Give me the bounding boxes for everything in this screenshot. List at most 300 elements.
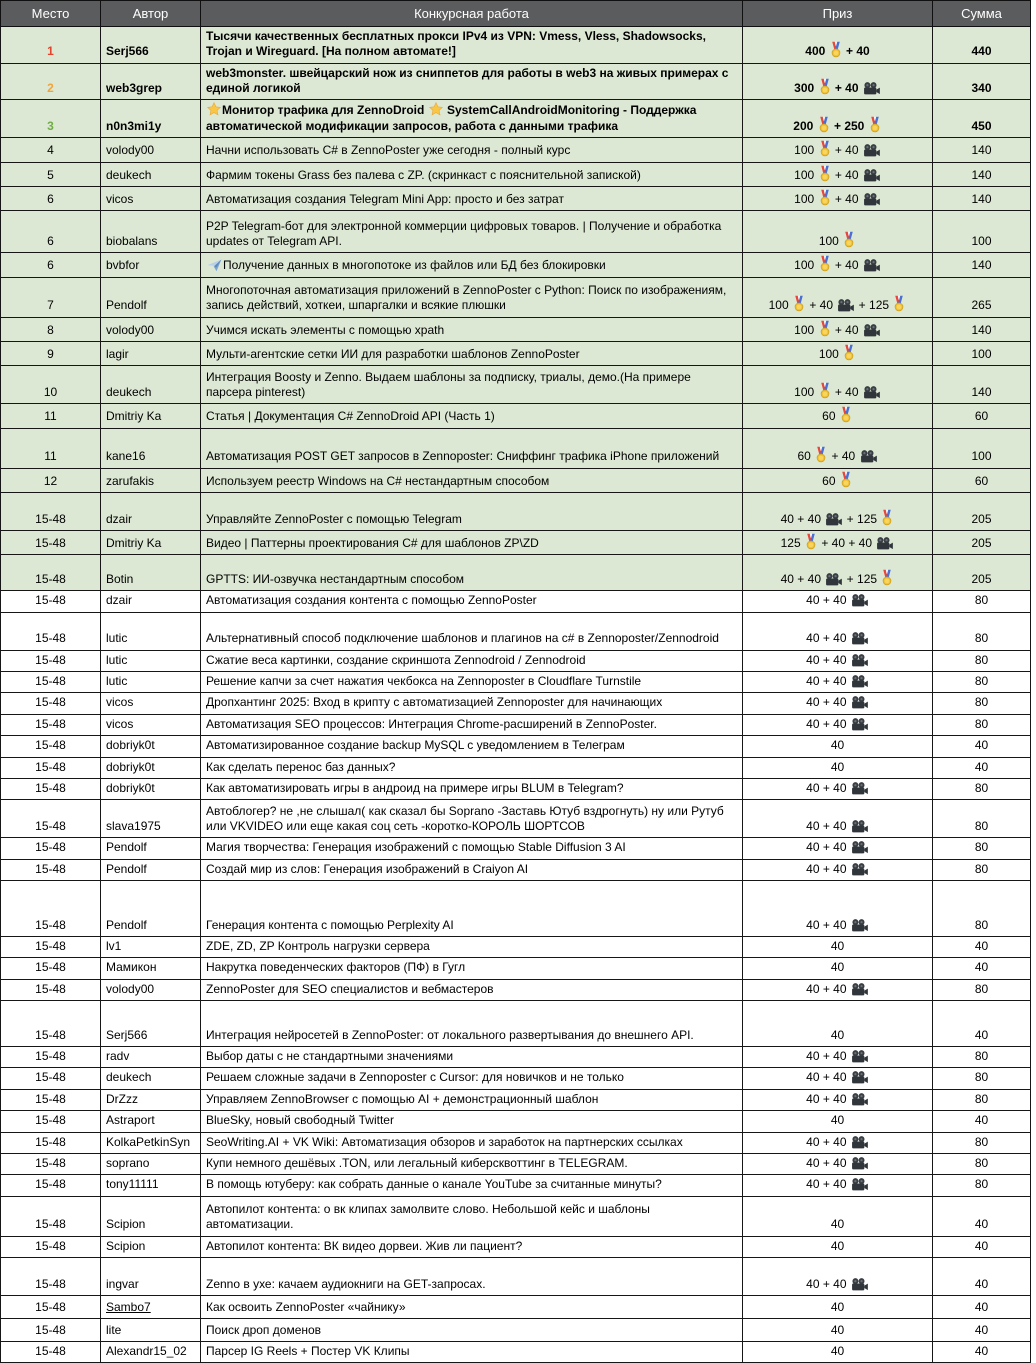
cell-sum[interactable]: 80	[933, 1047, 1031, 1068]
sports-medal-icon	[805, 533, 817, 550]
cell-sum[interactable]: 140	[933, 138, 1031, 162]
cell-sum[interactable]: 100	[933, 428, 1031, 468]
cell-prize[interactable]: 40 + 40	[743, 778, 933, 799]
cell-author[interactable]: bvbfor	[101, 253, 201, 277]
cell-work-title[interactable]: Магия творчества: Генерация изображений с помощью Stable Diffusion 3 AI	[201, 838, 743, 859]
movie-camera-icon	[863, 169, 880, 182]
cell-prize[interactable]: 40	[743, 1295, 933, 1318]
table-row	[1, 778, 1031, 799]
table-row	[1, 1153, 1031, 1174]
sports-medal-icon	[869, 116, 881, 133]
cell-prize[interactable]: 40 + 40	[743, 591, 933, 612]
cell-sum[interactable]: 100	[933, 341, 1031, 365]
cell-place[interactable]: 15-48	[1, 800, 101, 838]
cell-work-title[interactable]: web3monster. швейцарский нож из сниппетов для работы в web3 на живых примерах с единой логикой	[201, 63, 743, 100]
cell-prize[interactable]: 40 + 40	[743, 1089, 933, 1110]
star-icon	[429, 102, 443, 116]
cell-prize[interactable]: 100 + 40 + 125	[743, 277, 933, 317]
cell-sum[interactable]: 60	[933, 404, 1031, 428]
sports-medal-icon	[830, 41, 842, 58]
cell-work-title[interactable]: Выбор даты с не стандартными значениями	[201, 1047, 743, 1068]
cell-prize[interactable]: 100 + 40	[743, 162, 933, 186]
cell-author[interactable]: soprano	[101, 1153, 201, 1174]
cell-prize[interactable]: 40	[743, 757, 933, 778]
cell-place[interactable]: 5	[1, 162, 101, 186]
cell-author[interactable]: slava1975	[101, 800, 201, 838]
cell-sum[interactable]: 80	[933, 1175, 1031, 1196]
table-row	[1, 800, 1031, 838]
table-row	[1, 366, 1031, 404]
cell-place[interactable]: 15-48	[1, 1153, 101, 1174]
movie-camera-icon	[851, 594, 868, 607]
cell-prize[interactable]: 100	[743, 341, 933, 365]
cell-author[interactable]: vicos	[101, 186, 201, 210]
cell-sum[interactable]: 140	[933, 317, 1031, 341]
table-row	[1, 27, 1031, 64]
cell-author[interactable]: lutic	[101, 672, 201, 693]
cell-sum[interactable]: 80	[933, 880, 1031, 936]
col-header-prize: Приз	[743, 1, 933, 27]
cell-place[interactable]: 15-48	[1, 714, 101, 735]
cell-sum[interactable]: 60	[933, 468, 1031, 492]
cell-work-title[interactable]: В помощь ютуберу: как собрать данные о канале YouTube за считанные минуты?	[201, 1175, 743, 1196]
cell-sum[interactable]: 40	[933, 1001, 1031, 1047]
cell-sum[interactable]: 440	[933, 27, 1031, 64]
cell-author[interactable]: Pendolf	[101, 859, 201, 880]
cell-place[interactable]: 15-48	[1, 1132, 101, 1153]
cell-sum[interactable]: 40	[933, 757, 1031, 778]
table-row	[1, 468, 1031, 492]
cell-place[interactable]: 3	[1, 100, 101, 138]
cell-prize[interactable]: 100 + 40	[743, 138, 933, 162]
cell-prize[interactable]: 40	[743, 1111, 933, 1132]
cell-place[interactable]: 15-48	[1, 1318, 101, 1341]
cell-author[interactable]: volody00	[101, 979, 201, 1000]
table-row	[1, 1001, 1031, 1047]
cell-work-title[interactable]: Парсер IG Reels + Постер VK Клипы	[201, 1341, 743, 1362]
cell-sum[interactable]: 80	[933, 778, 1031, 799]
sports-medal-icon	[815, 446, 827, 463]
cell-work-title[interactable]: Многопоточная автоматизация приложений в ZennoPoster с Python: Поиск по изображениям, запись действий, хоткеи, шпаргалки и всякие плюшки	[201, 277, 743, 317]
cell-author[interactable]: lite	[101, 1318, 201, 1341]
cell-sum[interactable]: 80	[933, 1068, 1031, 1089]
cell-sum[interactable]: 450	[933, 100, 1031, 138]
cell-place[interactable]: 15-48	[1, 672, 101, 693]
table-row	[1, 650, 1031, 671]
cell-sum[interactable]: 80	[933, 650, 1031, 671]
cell-sum[interactable]: 100	[933, 211, 1031, 253]
cell-prize[interactable]: 40 + 40	[743, 1175, 933, 1196]
cell-prize[interactable]: 60 + 40	[743, 428, 933, 468]
cell-sum[interactable]: 80	[933, 979, 1031, 1000]
movie-camera-icon	[876, 537, 893, 550]
cell-work-title[interactable]: Фармим токены Grass без палева с ZP. (скринкаст с пояснительной запиской)	[201, 162, 743, 186]
cell-place[interactable]: 15-48	[1, 1295, 101, 1318]
sports-medal-icon	[840, 406, 852, 423]
table-row	[1, 736, 1031, 757]
cell-work-title[interactable]: Альтернативный способ подключение шаблонов и плагинов на c# в Zennoposter/Zennodroid	[201, 612, 743, 650]
cell-work-title[interactable]: Монитор трафика для ZennoDroid SystemCallAndroidMonitoring - Поддержка автоматической модификации запросов, работа с данными трафика	[201, 100, 743, 138]
cell-place[interactable]: 15-48	[1, 612, 101, 650]
cell-sum[interactable]: 80	[933, 591, 1031, 612]
table-row	[1, 1111, 1031, 1132]
cell-work-title[interactable]: Сжатие веса картинки, создание скриншота Zennodroid / Zennodroid	[201, 650, 743, 671]
cell-prize[interactable]: 60	[743, 404, 933, 428]
cell-author[interactable]: dobriyk0t	[101, 778, 201, 799]
cell-prize[interactable]: 40 + 40 + 125	[743, 555, 933, 591]
cell-prize[interactable]: 40 + 40	[743, 838, 933, 859]
cell-sum[interactable]: 40	[933, 936, 1031, 957]
movie-camera-icon	[851, 1071, 868, 1084]
cell-prize[interactable]: 40	[743, 1236, 933, 1257]
cell-place[interactable]: 4	[1, 138, 101, 162]
cell-sum[interactable]: 40	[933, 1257, 1031, 1295]
cell-work-title[interactable]: Мульти-агентские сетки ИИ для разработки шаблонов ZennoPoster	[201, 341, 743, 365]
cell-sum[interactable]: 40	[933, 1318, 1031, 1341]
cell-place[interactable]: 15-48	[1, 1047, 101, 1068]
cell-work-title[interactable]: ZennoPoster для SEO специалистов и вебмастеров	[201, 979, 743, 1000]
movie-camera-icon	[851, 632, 868, 645]
cell-author[interactable]: Serj566	[101, 27, 201, 64]
cell-author[interactable]: Alexandr15_02	[101, 1341, 201, 1362]
cell-prize[interactable]: 200 + 250	[743, 100, 933, 138]
cell-sum[interactable]: 205	[933, 531, 1031, 555]
cell-prize[interactable]: 40	[743, 1318, 933, 1341]
cell-prize[interactable]: 100 + 40	[743, 317, 933, 341]
cell-prize[interactable]: 40 + 40	[743, 714, 933, 735]
cell-prize[interactable]: 40 + 40	[743, 880, 933, 936]
cell-sum[interactable]: 80	[933, 1132, 1031, 1153]
table-row	[1, 1089, 1031, 1110]
cell-prize[interactable]: 100	[743, 211, 933, 253]
sports-medal-icon	[819, 78, 831, 95]
table-row	[1, 757, 1031, 778]
cell-work-title[interactable]: Автоматизация POST GET запросов в Zennoposter: Сниффинг трафика iPhone приложений	[201, 428, 743, 468]
cell-place[interactable]: 9	[1, 341, 101, 365]
cell-work-title[interactable]: Zenno в ухе: качаем аудиокниги на GET-запросах.	[201, 1257, 743, 1295]
cell-place[interactable]: 15-48	[1, 650, 101, 671]
cell-prize[interactable]: 100 + 40	[743, 366, 933, 404]
cell-place[interactable]: 15-48	[1, 979, 101, 1000]
table-row	[1, 162, 1031, 186]
cell-author[interactable]: lutic	[101, 612, 201, 650]
movie-camera-icon	[851, 863, 868, 876]
cell-sum[interactable]: 140	[933, 366, 1031, 404]
cell-work-title[interactable]: P2P Telegram-бот для электронной коммерции цифровых товаров. | Получение и обработка updates от Telegram API.	[201, 211, 743, 253]
cell-author[interactable]: lv1	[101, 936, 201, 957]
cell-sum[interactable]: 140	[933, 186, 1031, 210]
cell-place[interactable]: 15-48	[1, 1001, 101, 1047]
cell-sum[interactable]: 40	[933, 1236, 1031, 1257]
cell-place[interactable]: 15-48	[1, 736, 101, 757]
cell-prize[interactable]: 40 + 40	[743, 693, 933, 714]
cell-author[interactable]	[101, 1295, 201, 1318]
cell-author[interactable]: dobriyk0t	[101, 736, 201, 757]
cell-prize[interactable]: 40	[743, 1341, 933, 1362]
table-row	[1, 531, 1031, 555]
cell-place[interactable]: 7	[1, 277, 101, 317]
cell-place[interactable]: 15-48	[1, 757, 101, 778]
table-row	[1, 1318, 1031, 1341]
cell-work-title[interactable]: Как освоить ZennoPoster «чайнику»	[201, 1295, 743, 1318]
cell-author[interactable]: Pendolf	[101, 838, 201, 859]
table-header	[1, 1, 1031, 27]
cell-work-title[interactable]: GPTTS: ИИ-озвучка нестандартным способом	[201, 555, 743, 591]
cell-work-title[interactable]: Автоматизация создания Telegram Mini App: просто и без затрат	[201, 186, 743, 210]
cell-author[interactable]: deukech	[101, 366, 201, 404]
cell-author[interactable]: dzair	[101, 493, 201, 531]
cell-author[interactable]: DrZzz	[101, 1089, 201, 1110]
cell-author[interactable]: Scipion	[101, 1236, 201, 1257]
cell-sum[interactable]: 80	[933, 693, 1031, 714]
movie-camera-icon	[851, 919, 868, 932]
cell-place[interactable]: 15-48	[1, 591, 101, 612]
cell-work-title[interactable]: Купи немного дешёвых .TON, или легальный киберсквоттинг в TELEGRAM.	[201, 1153, 743, 1174]
cell-place[interactable]: 1	[1, 27, 101, 64]
cell-author[interactable]: radv	[101, 1047, 201, 1068]
cell-work-title[interactable]: Видео | Паттерны проектирования C# для шаблонов ZP\ZD	[201, 531, 743, 555]
cell-sum[interactable]: 80	[933, 672, 1031, 693]
cell-work-title[interactable]: Как автоматизировать игры в андроид на примере игры BLUM в Telegram?	[201, 778, 743, 799]
cell-place[interactable]: 6	[1, 211, 101, 253]
cell-author[interactable]: vicos	[101, 714, 201, 735]
cell-author[interactable]: kane16	[101, 428, 201, 468]
cell-sum[interactable]: 80	[933, 1089, 1031, 1110]
cell-place[interactable]: 15-48	[1, 1068, 101, 1089]
cell-author[interactable]: biobalans	[101, 211, 201, 253]
cell-work-title[interactable]: SeoWriting.AI + VK Wiki: Автоматизация обзоров и заработок на партнерских ссылках	[201, 1132, 743, 1153]
cell-author[interactable]: n0n3mi1y	[101, 100, 201, 138]
cell-author[interactable]: Pendolf	[101, 880, 201, 936]
cell-prize[interactable]: 40 + 40	[743, 1047, 933, 1068]
cell-sum[interactable]: 40	[933, 1196, 1031, 1236]
cell-prize[interactable]: 40 + 40	[743, 979, 933, 1000]
table-row	[1, 253, 1031, 277]
table-row	[1, 100, 1031, 138]
sports-medal-icon	[840, 471, 852, 488]
cell-prize[interactable]: 40 + 40	[743, 1257, 933, 1295]
cell-place[interactable]: 15-48	[1, 838, 101, 859]
cell-sum[interactable]: 205	[933, 493, 1031, 531]
cell-place[interactable]: 15-48	[1, 531, 101, 555]
cell-place[interactable]: 15-48	[1, 859, 101, 880]
cell-work-title[interactable]: Автопилот контента: ВК видео дорвеи. Жив ли пациент?	[201, 1236, 743, 1257]
cell-author[interactable]: vicos	[101, 693, 201, 714]
cell-sum[interactable]: 40	[933, 1111, 1031, 1132]
cell-sum[interactable]: 80	[933, 1153, 1031, 1174]
cell-prize[interactable]: 40 + 40	[743, 1132, 933, 1153]
cell-author[interactable]: web3grep	[101, 63, 201, 100]
cell-prize[interactable]: 100 + 40	[743, 186, 933, 210]
cell-prize[interactable]: 60	[743, 468, 933, 492]
cell-prize[interactable]: 100 + 40	[743, 253, 933, 277]
table-row	[1, 186, 1031, 210]
cell-work-title[interactable]: Генерация контента с помощью Perplexity AI	[201, 880, 743, 936]
movie-camera-icon	[851, 1093, 868, 1106]
cell-place[interactable]: 11	[1, 404, 101, 428]
cell-prize[interactable]: 40	[743, 936, 933, 957]
cell-work-title[interactable]: Автопилот контента: о вк клипах замолвите слово. Небольшой кейс и шаблоны автоматизации.	[201, 1196, 743, 1236]
cell-place[interactable]: 15-48	[1, 936, 101, 957]
movie-camera-icon	[851, 718, 868, 731]
cell-author[interactable]: Serj566	[101, 1001, 201, 1047]
cell-author[interactable]: lutic	[101, 650, 201, 671]
cell-work-title[interactable]: ZDE, ZD, ZP Контроль нагрузки сервера	[201, 936, 743, 957]
cell-work-title[interactable]: BlueSky, новый свободный Twitter	[201, 1111, 743, 1132]
table-row	[1, 277, 1031, 317]
cell-sum[interactable]: 40	[933, 736, 1031, 757]
cell-work-title[interactable]: Статья | Документация C# ZennoDroid API (Часть 1)	[201, 404, 743, 428]
cell-place[interactable]: 12	[1, 468, 101, 492]
cell-author[interactable]: dobriyk0t	[101, 757, 201, 778]
cell-work-title[interactable]: Получение данных в многопотоке из файлов или БД без блокировки	[201, 253, 743, 277]
cell-author[interactable]: Astraport	[101, 1111, 201, 1132]
cell-prize[interactable]: 40 + 40	[743, 650, 933, 671]
cell-place[interactable]: 15-48	[1, 958, 101, 979]
table-row	[1, 1175, 1031, 1196]
cell-author[interactable]: deukech	[101, 1068, 201, 1089]
cell-prize[interactable]: 40 + 40	[743, 859, 933, 880]
cell-sum[interactable]: 140	[933, 253, 1031, 277]
cell-place[interactable]: 15-48	[1, 880, 101, 936]
cell-prize[interactable]: 40	[743, 958, 933, 979]
cell-author[interactable]: dzair	[101, 591, 201, 612]
cell-author[interactable]: volody00	[101, 317, 201, 341]
cell-prize[interactable]: 40	[743, 736, 933, 757]
cell-work-title[interactable]: Накрутка поведенческих факторов (ПФ) в Гугл	[201, 958, 743, 979]
table-row	[1, 1257, 1031, 1295]
cell-place[interactable]: 15-48	[1, 778, 101, 799]
cell-place[interactable]: 15-48	[1, 555, 101, 591]
table-row	[1, 979, 1031, 1000]
cell-sum[interactable]: 140	[933, 162, 1031, 186]
movie-camera-icon	[851, 1278, 868, 1291]
cell-prize[interactable]: 40	[743, 1001, 933, 1047]
cell-work-title[interactable]: Автоматизация SEO процессов: Интеграция Chrome-расширений в ZennoPoster.	[201, 714, 743, 735]
movie-camera-icon	[851, 1136, 868, 1149]
movie-camera-icon	[851, 820, 868, 833]
cell-work-title[interactable]: Дропхантинг 2025: Вход в крипту с автоматизацией Zennoposter для начинающих	[201, 693, 743, 714]
cell-work-title[interactable]: Интеграция Boosty и Zenno. Выдаем шаблоны за подписку, триалы, демо.(На примере парсера pinterest)	[201, 366, 743, 404]
cell-work-title[interactable]: Начни использовать C# в ZennoPoster уже сегодня - полный курс	[201, 138, 743, 162]
cell-author[interactable]: Pendolf	[101, 277, 201, 317]
cell-author[interactable]: ingvar	[101, 1257, 201, 1295]
cell-author[interactable]: zarufakis	[101, 468, 201, 492]
cell-prize[interactable]: 125 + 40 + 40	[743, 531, 933, 555]
cell-work-title[interactable]: Автоматизированное создание backup MySQL с уведомлением в Телеграм	[201, 736, 743, 757]
cell-place[interactable]: 10	[1, 366, 101, 404]
cell-prize[interactable]: 40	[743, 1196, 933, 1236]
col-header-work: Конкурсная работа	[201, 1, 743, 27]
cell-author[interactable]: volody00	[101, 138, 201, 162]
cell-place[interactable]: 15-48	[1, 1196, 101, 1236]
cell-sum[interactable]: 40	[933, 958, 1031, 979]
cell-sum[interactable]: 80	[933, 859, 1031, 880]
cell-author[interactable]: Мамикон	[101, 958, 201, 979]
cell-sum[interactable]: 40	[933, 1341, 1031, 1362]
cell-place[interactable]: 15-48	[1, 1236, 101, 1257]
cell-place[interactable]: 6	[1, 253, 101, 277]
cell-prize[interactable]: 40 + 40	[743, 612, 933, 650]
cell-work-title[interactable]: Используем реестр Windows на C# нестандартным способом	[201, 468, 743, 492]
movie-camera-icon	[851, 983, 868, 996]
cell-prize[interactable]: 40 + 40	[743, 1153, 933, 1174]
sports-medal-icon	[819, 320, 831, 337]
cell-work-title[interactable]: Решение капчи за счет нажатия чекбокса на Zennoposter в Cloudflare Turnstile	[201, 672, 743, 693]
movie-camera-icon	[825, 513, 842, 526]
cell-work-title[interactable]: Поиск дроп доменов	[201, 1318, 743, 1341]
cell-sum[interactable]: 340	[933, 63, 1031, 100]
cell-prize[interactable]: 300 + 40	[743, 63, 933, 100]
cell-sum[interactable]: 80	[933, 800, 1031, 838]
cell-work-title[interactable]: Управляем ZennoBrowser с помощью AI + демонстрационный шаблон	[201, 1089, 743, 1110]
table-row	[1, 936, 1031, 957]
cell-sum[interactable]: 205	[933, 555, 1031, 591]
cell-work-title[interactable]: Интеграция нейросетей в ZennoPoster: от локального развертывания до внешнего API.	[201, 1001, 743, 1047]
cell-sum[interactable]: 80	[933, 838, 1031, 859]
table-row	[1, 958, 1031, 979]
movie-camera-icon	[863, 259, 880, 272]
cell-place[interactable]: 2	[1, 63, 101, 100]
cell-place[interactable]: 15-48	[1, 493, 101, 531]
cell-work-title[interactable]: Учимся искать элементы с помощью xpath	[201, 317, 743, 341]
cell-prize[interactable]: 40 + 40 + 125	[743, 493, 933, 531]
cell-sum[interactable]: 265	[933, 277, 1031, 317]
cell-work-title[interactable]: Тысячи качественных бесплатных прокси IPv4 из VPN: Vmess, Vless, Shadowsocks, Trojan и Wireguard. [На полном автомате!]	[201, 27, 743, 64]
airplane-icon	[207, 259, 222, 272]
cell-place[interactable]: 15-48	[1, 1111, 101, 1132]
cell-sum[interactable]: 40	[933, 1295, 1031, 1318]
cell-sum[interactable]: 80	[933, 612, 1031, 650]
cell-prize[interactable]: 40 + 40	[743, 800, 933, 838]
cell-place[interactable]: 15-48	[1, 1089, 101, 1110]
table-row	[1, 1132, 1031, 1153]
cell-author[interactable]: Dmitriy Ka	[101, 531, 201, 555]
cell-work-title[interactable]: Решаем сложные задачи в Zennoposter с Cursor: для новичков и не только	[201, 1068, 743, 1089]
table-row	[1, 428, 1031, 468]
cell-place[interactable]: 15-48	[1, 1257, 101, 1295]
cell-author[interactable]: Scipion	[101, 1196, 201, 1236]
cell-place[interactable]: 15-48	[1, 1341, 101, 1362]
cell-author[interactable]: deukech	[101, 162, 201, 186]
cell-work-title[interactable]: Автоматизация создания контента с помощью ZennoPoster	[201, 591, 743, 612]
cell-author[interactable]: lagir	[101, 341, 201, 365]
cell-work-title[interactable]: Управляйте ZennoPoster с помощью Telegram	[201, 493, 743, 531]
cell-place[interactable]: 15-48	[1, 693, 101, 714]
author-link[interactable]: Sambo7	[106, 1299, 151, 1314]
cell-work-title[interactable]: Как сделать перенос баз данных?	[201, 757, 743, 778]
cell-work-title[interactable]: Создай мир из слов: Генерация изображений в Craiyon AI	[201, 859, 743, 880]
cell-prize[interactable]: 40 + 40	[743, 1068, 933, 1089]
cell-author[interactable]: KolkaPetkinSyn	[101, 1132, 201, 1153]
cell-sum[interactable]: 80	[933, 714, 1031, 735]
cell-prize[interactable]: 400 + 40	[743, 27, 933, 64]
cell-place[interactable]: 8	[1, 317, 101, 341]
table-row	[1, 1047, 1031, 1068]
cell-author[interactable]: Dmitriy Ka	[101, 404, 201, 428]
cell-prize[interactable]: 40 + 40	[743, 672, 933, 693]
cell-place[interactable]: 15-48	[1, 1175, 101, 1196]
cell-author[interactable]: Botin	[101, 555, 201, 591]
cell-author[interactable]: tony11111	[101, 1175, 201, 1196]
table-row	[1, 493, 1031, 531]
cell-work-title[interactable]: Автоблогер? не ,не слышал( как сказал бы Soprano -Заставь Ютуб вздрогнуть) ну или Рутуб или VKVIDEO или еще какая соц сеть -коротко-КОРОЛЬ ШОРТСОВ	[201, 800, 743, 838]
table-row	[1, 859, 1031, 880]
sports-medal-icon	[893, 295, 905, 312]
movie-camera-icon	[863, 193, 880, 206]
cell-place[interactable]: 6	[1, 186, 101, 210]
cell-place[interactable]: 11	[1, 428, 101, 468]
